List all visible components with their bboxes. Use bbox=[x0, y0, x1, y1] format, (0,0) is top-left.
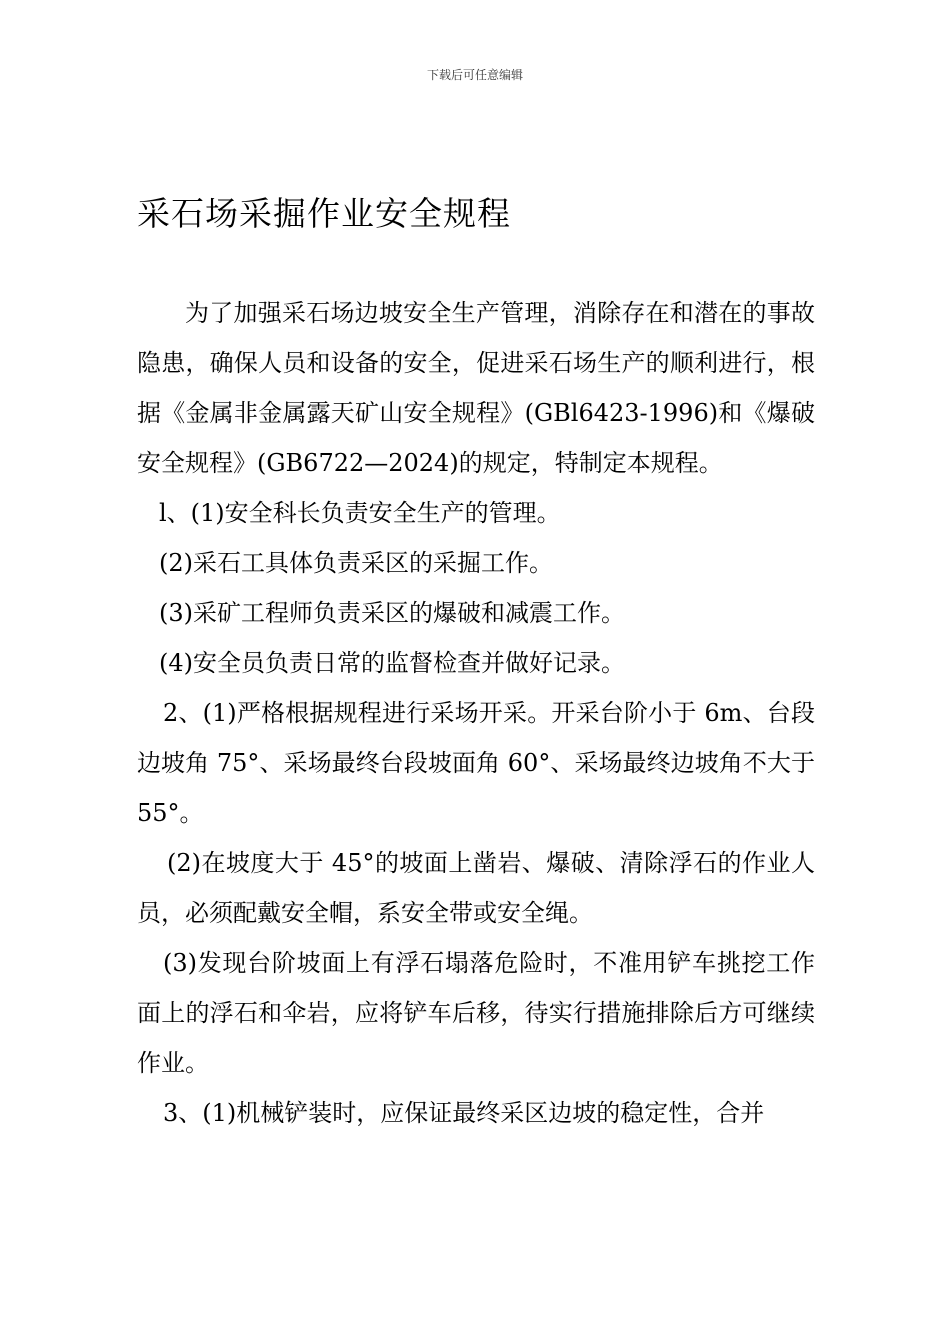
paragraph-item-1-1: l、(1)安全科长负责安全生产的管理。 bbox=[159, 499, 561, 527]
paragraph-item-2-2: (2)在坡度大于 45°的坡面上凿岩、爆破、清除浮石的作业人员，必须配戴安全帽，系安全带或安全绳。 bbox=[137, 849, 815, 927]
paragraph-item-1-4: (4)安全员负责日常的监督检查并做好记录。 bbox=[159, 649, 625, 677]
paragraph-item-3-1: 3、(1)机械铲装时，应保证最终采区边坡的稳定性，合并 bbox=[163, 1099, 765, 1127]
paragraph-intro: 为了加强采石场边坡安全生产管理，消除存在和潜在的事故隐患，确保人员和设备的安全，促进采石场生产的顺利进行，根据《金属非金属露天矿山安全规程》(GBl6423-1996)和《爆破安全规程》(GB6722—2024)的规定，特制定本规程。 bbox=[137, 299, 815, 477]
document-title: 采石场采掘作业安全规程 bbox=[137, 194, 511, 233]
document-body bbox=[137, 288, 815, 1138]
paragraph-item-2-1: 2、(1)严格根据规程进行采场开采。开采台阶小于 6m、台段边坡角 75°、采场最终台段坡面角 60°、采场最终边坡角不大于 55°。 bbox=[137, 699, 815, 827]
paragraph-item-1-3: (3)采矿工程师负责采区的爆破和减震工作。 bbox=[159, 599, 625, 627]
paragraph-item-2-3: (3)发现台阶坡面上有浮石塌落危险时，不准用铲车挑挖工作面上的浮石和伞岩，应将铲车后移，待实行措施排除后方可继续作业。 bbox=[137, 949, 815, 1077]
paragraph-item-1-2: (2)采石工具体负责采区的采掘工作。 bbox=[159, 549, 553, 577]
page-header-note: 下载后可任意编辑 bbox=[426, 68, 523, 82]
